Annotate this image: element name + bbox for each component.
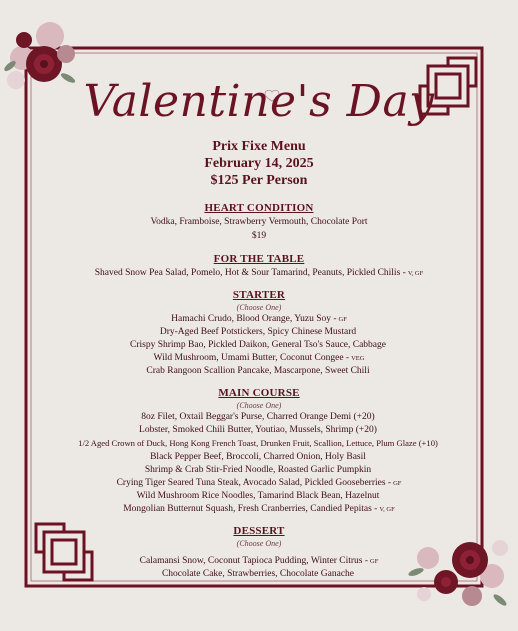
choose-note: (Choose One) <box>236 539 282 548</box>
list-item: Wild Mushroom Rice Noodles, Tamarind Black Bean, Hazelnut <box>136 491 380 501</box>
list-item: Shaved Snow Pea Salad, Pomelo, Hot & Sour Tamarind, Peanuts, Pickled Chilis - V, GF <box>94 268 424 278</box>
list-item: Hamachi Crudo, Blood Orange, Yuzu Soy - GF <box>171 314 347 324</box>
section-heading: DESSERT <box>233 525 285 537</box>
list-item: Crispy Shrimp Bao, Pickled Daikon, General Tso's Sauce, Cabbage <box>129 340 386 350</box>
list-item: Crying Tiger Seared Tuna Steak, Avocado Salad, Pickled Gooseberries - GF <box>116 478 402 488</box>
list-item: Crab Rangoon Scallion Pancake, Mascarpone, Sweet Chili <box>146 366 370 376</box>
list-item: Dry-Aged Beef Potstickers, Spicy Chinese Mustard <box>159 327 357 337</box>
section-heading: STARTER <box>232 289 286 301</box>
menu-title: Valentine's Day <box>83 76 435 127</box>
list-item: Lobster, Smoked Chili Butter, Youtiao, Mussels, Shrimp (+20) <box>139 425 377 435</box>
choose-note: (Choose One) <box>236 401 282 410</box>
list-item: Mongolian Butternut Squash, Fresh Cranberries, Candied Pepitas - V, GF <box>123 504 395 514</box>
section-heart-condition <box>40 201 478 242</box>
list-item: 1/2 Aged Crown of Duck, Hong Kong French Toast, Drunken Fruit, Scallion, Lettuce, Plum Glaze (+10) <box>78 438 438 448</box>
list-item: Black Pepper Beef, Broccoli, Charred Onion, Holy Basil <box>150 452 366 462</box>
list-item: Chocolate Cake, Strawberries, Chocolate Ganache <box>161 569 355 579</box>
section-heading: FOR THE TABLE <box>213 253 305 265</box>
section-heading: HEART CONDITION <box>204 202 314 214</box>
section-heading: MAIN COURSE <box>218 387 300 399</box>
list-item: Vodka, Framboise, Strawberry Vermouth, Chocolate Port <box>150 217 368 227</box>
cocktail-price: $19 <box>251 231 267 241</box>
choose-note: (Choose One) <box>236 303 282 312</box>
menu-date: February 14, 2025 <box>204 156 314 171</box>
menu-price: $125 Per Person <box>210 173 308 188</box>
menu-subtitle: Prix Fixe Menu <box>212 139 306 154</box>
list-item: Calamansi Snow, Coconut Tapioca Pudding, Winter Citrus - GF <box>139 556 379 566</box>
list-item: Shrimp & Crab Stir-Fried Noodle, Roasted Garlic Pumpkin <box>144 465 372 475</box>
section-for-the-table <box>40 252 478 280</box>
menu-content <box>40 64 478 581</box>
section-starter <box>40 288 478 378</box>
section-main-course <box>40 386 478 516</box>
list-item: Wild Mushroom, Umami Butter, Coconut Congee - VEG <box>153 353 365 363</box>
list-item: 8oz Filet, Oxtail Beggar's Purse, Charred Orange Demi (+20) <box>141 412 375 422</box>
section-dessert <box>40 524 478 581</box>
